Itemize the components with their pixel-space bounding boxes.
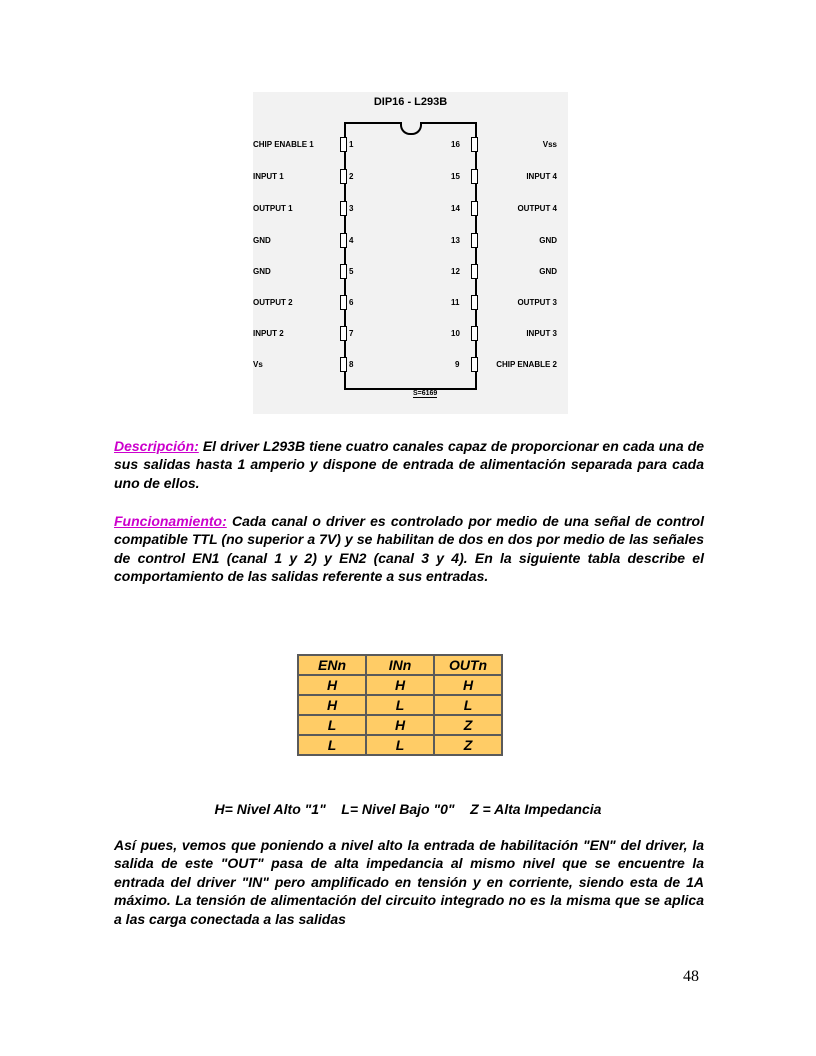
pin-label: OUTPUT 3 <box>517 298 557 307</box>
table-header-cell: ENn <box>298 655 366 675</box>
description-keyword: Descripción: <box>114 438 199 454</box>
pin-number: 11 <box>451 298 460 307</box>
pin-label: OUTPUT 4 <box>517 204 557 213</box>
pin-number: 13 <box>451 236 460 245</box>
pin-number: 16 <box>451 140 460 149</box>
table-cell: L <box>366 735 434 755</box>
pin-label: Vs <box>253 360 263 369</box>
pin-11 <box>471 295 478 310</box>
table-cell: L <box>366 695 434 715</box>
diagram-title: DIP16 - L293B <box>373 96 448 108</box>
pinout-diagram <box>253 92 568 414</box>
pin-label: GND <box>539 267 557 276</box>
pin-1 <box>340 137 347 152</box>
table-row <box>298 675 502 695</box>
pin-16 <box>471 137 478 152</box>
pin-label: Vss <box>542 140 557 149</box>
operation-keyword: Funcionamiento: <box>114 513 227 529</box>
table-cell: H <box>366 675 434 695</box>
pin-label: CHIP ENABLE 2 <box>496 360 557 369</box>
table-cell: L <box>434 695 502 715</box>
pin-number: 2 <box>349 172 354 181</box>
pin-label: INPUT 3 <box>526 329 557 338</box>
operation-text: Cada canal o driver es controlado por medio de una señal de control compatible TTL (no superior a 7V) y se habilitan de dos en dos por medio de las señales de control EN1 (canal 1 y 2) y EN2 (canal 3 y 4). En la siguiente tabla describe el comportamiento de las salidas referente a sus entradas. <box>114 513 704 585</box>
pin-label: GND <box>253 267 271 276</box>
table-cell: L <box>298 715 366 735</box>
table-cell: Z <box>434 715 502 735</box>
pin-number: 5 <box>349 267 354 276</box>
pin-label: OUTPUT 2 <box>253 298 293 307</box>
pin-label: INPUT 4 <box>526 172 557 181</box>
pin-label: CHIP ENABLE 1 <box>253 140 314 149</box>
pin-3 <box>340 201 347 216</box>
description-paragraph <box>114 437 704 492</box>
table-cell: Z <box>434 735 502 755</box>
table-row <box>298 695 502 715</box>
pin-label: OUTPUT 1 <box>253 204 293 213</box>
pin-6 <box>340 295 347 310</box>
pin-number: 15 <box>451 172 460 181</box>
pin-label: INPUT 2 <box>253 329 284 338</box>
pin-4 <box>340 233 347 248</box>
pin-10 <box>471 326 478 341</box>
table-header-row <box>298 655 502 675</box>
chip-code: S=6169 <box>413 390 438 397</box>
chip-notch <box>400 122 422 135</box>
table-cell: H <box>434 675 502 695</box>
table-cell: L <box>298 735 366 755</box>
pin-label: INPUT 1 <box>253 172 284 181</box>
table-cell: H <box>298 675 366 695</box>
pin-label: GND <box>539 236 557 245</box>
pin-number: 6 <box>349 298 354 307</box>
table-legend: H= Nivel Alto "1" L= Nivel Bajo "0" Z = Alta Impedancia <box>214 801 602 817</box>
page-number: 48 <box>683 968 699 985</box>
pin-number: 8 <box>349 360 354 369</box>
table-row <box>298 715 502 735</box>
pin-label: GND <box>253 236 271 245</box>
pin-number: 14 <box>451 204 460 213</box>
pin-15 <box>471 169 478 184</box>
pin-number: 1 <box>349 140 354 149</box>
pin-14 <box>471 201 478 216</box>
pin-number: 10 <box>451 329 460 338</box>
pin-number: 3 <box>349 204 354 213</box>
pin-number: 9 <box>455 360 460 369</box>
operation-paragraph <box>114 512 704 586</box>
pin-number: 7 <box>349 329 354 338</box>
pin-number: 12 <box>451 267 460 276</box>
table-cell: H <box>298 695 366 715</box>
pin-5 <box>340 264 347 279</box>
table-cell: H <box>366 715 434 735</box>
pin-12 <box>471 264 478 279</box>
pin-8 <box>340 357 347 372</box>
pin-number: 4 <box>349 236 354 245</box>
description-text: El driver L293B tiene cuatro canales capaz de proporcionar en cada una de sus salidas hasta 1 amperio y dispone de entrada de alimentación separada para cada uno de ellos. <box>114 438 704 491</box>
pin-2 <box>340 169 347 184</box>
conclusion-paragraph: Así pues, vemos que poniendo a nivel alto la entrada de habilitación "EN" del driver, la salida de este "OUT" pasa de alta impedancia al mismo nivel que se encuentre la entrada del driver "IN" pero amplificado en tensión y en corriente, siendo esta de 1A máximo. La tensión de alimentación del circuito integrado no es la misma que se aplica a las carga conectada a las salidas <box>114 837 704 927</box>
pin-7 <box>340 326 347 341</box>
truth-table <box>297 654 503 756</box>
table-header-cell: INn <box>366 655 434 675</box>
pin-13 <box>471 233 478 248</box>
chip-body <box>344 122 477 390</box>
table-header-cell: OUTn <box>434 655 502 675</box>
table-row <box>298 735 502 755</box>
